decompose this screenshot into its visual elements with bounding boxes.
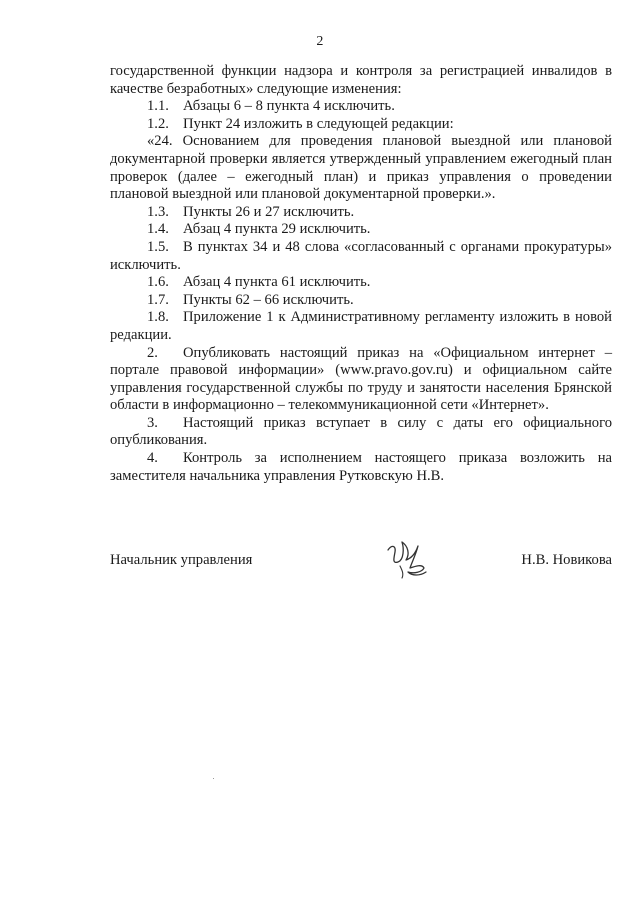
- item-number: 1.2.: [147, 115, 169, 132]
- item-number: 1.1.: [147, 98, 169, 115]
- page-number: 2: [316, 34, 324, 49]
- list-item-1-7: [110, 292, 612, 310]
- list-item-1-5: [110, 239, 612, 274]
- item-text: В пунктах 34 и 48 слова «согласованный с органами прокуратуры» исключить.: [110, 238, 612, 273]
- list-item-1-2: [110, 116, 612, 134]
- list-item-1-8: [110, 309, 612, 344]
- item-text: Абзац 4 пункта 61 исключить.: [183, 274, 371, 291]
- item-number: 4.: [147, 450, 158, 467]
- item-number: 1.5.: [147, 238, 169, 255]
- item-number: 2.: [147, 344, 158, 361]
- item-number: 3.: [147, 414, 158, 431]
- list-item-1-4: [110, 221, 612, 239]
- scan-speck: [213, 778, 214, 779]
- item-text: Пункты 62 – 66 исключить.: [183, 291, 354, 308]
- document-body: [110, 63, 612, 485]
- item-number: 1.6.: [147, 274, 169, 291]
- item-number: 1.8.: [147, 309, 169, 326]
- list-item-1-1: [110, 98, 612, 116]
- item-text: Пункт 24 изложить в следующей редакции:: [183, 115, 454, 132]
- item-text: Абзац 4 пункта 29 исключить.: [183, 221, 371, 238]
- item-text: Настоящий приказ вступает в силу с даты его официального опубликования.: [110, 414, 612, 449]
- handwritten-signature: [382, 536, 432, 580]
- item-text: Опубликовать настоящий приказ на «Официальном интернет – портале правовой информации» (www.pravo.gov.ru) и официальном сайте управления государственной службы по труду и занятости населения Брянской области в информационно – телекоммуникационной сети «Интернет».: [110, 344, 612, 414]
- item-number: 1.4.: [147, 221, 169, 238]
- item-number: 1.7.: [147, 291, 169, 308]
- signatory-title: Начальник управления: [110, 552, 253, 568]
- quote-paragraph-24: «24. Основанием для проведения плановой выездной или плановой документарной проверки является утвержденный управлением ежегодный план проверок (далее – ежегодный план) и приказ управления о проведении плановой выездной или плановой документарной проверки.».: [110, 133, 612, 203]
- item-number: 1.3.: [147, 203, 169, 220]
- intro-paragraph: государственной функции надзора и контроля за регистрацией инвалидов в качестве безработных» следующие изменения:: [110, 63, 612, 97]
- item-text: Контроль за исполнением настоящего приказа возложить на заместителя начальника управления Рутковскую Н.В.: [110, 450, 612, 484]
- item-text: Приложение 1 к Административному регламенту изложить в новой редакции.: [110, 309, 612, 343]
- signatory-name: Н.В. Новикова: [521, 552, 612, 568]
- paragraph-3: [110, 415, 612, 450]
- list-item-1-3: [110, 204, 612, 222]
- item-text: Абзацы 6 – 8 пункта 4 исключить.: [183, 98, 395, 115]
- item-text: Пункты 26 и 27 исключить.: [183, 203, 355, 220]
- list-item-1-6: [110, 274, 612, 292]
- signature-block: [110, 546, 612, 576]
- paragraph-4: [110, 450, 612, 485]
- paragraph-2: [110, 345, 612, 415]
